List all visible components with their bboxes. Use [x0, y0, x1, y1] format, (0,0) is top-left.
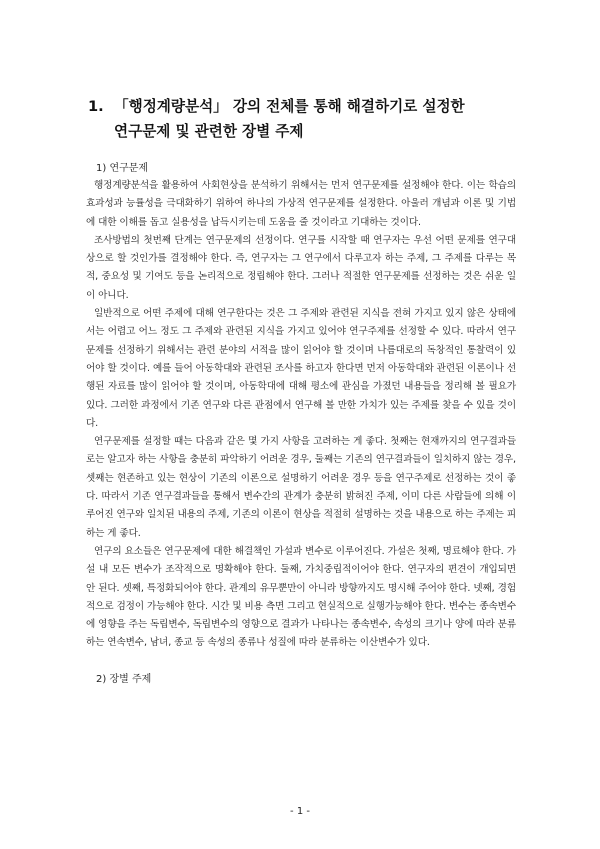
paragraph: 조사방법의 첫번째 단계는 연구문제의 선정이다. 연구를 시작할 때 연구자는 우선 어떤 문제를 연구대상으로 할 것인가를 결정해야 한다. 즉, 연구자는 그 연구에서 다루고자 하는 주제, 그 주제를 다루는 목적, 중요성 및 기여도 등을 논리적으로 정립해야 한다. 그러나 적절한 연구문제를 선정하는 것은 쉬운 일이 아니다. — [86, 234, 516, 301]
paragraph: 일반적으로 어떤 주제에 대해 연구한다는 것은 그 주제와 관련된 지식을 전혀 가지고 있지 않은 상태에서는 어렵고 어느 정도 그 주제와 관련된 지식을 가지고 있어야 연구주제를 선정할 수 있다. 따라서 연구문제를 선정하기 위해서는 관련 분야의 서적을 많이 읽어야 할 것이며 나름대로의 독창적인 통찰력이 있어야 할 것이다. 예를 들어 아동학대와 관련된 조사를 하고자 한다면 먼저 아동학대와 관련된 이론이나 선행된 자료를 많이 읽어야 할 것이며, 아동학대에 대해 평소에 관심을 가졌던 내용들을 정리해 볼 필요가 있다. 그러한 과정에서 기존 연구와 다른 관점에서 연구해 볼 만한 가치가 있는 주제를 찾을 수 있을 것이다. — [86, 308, 516, 429]
paragraph: 연구의 요소들은 연구문제에 대한 해결책인 가설과 변수로 이루어진다. 가설은 첫째, 명료해야 한다. 가설 내 모든 변수가 조작적으로 명확해야 한다. 둘째, 가치중립적이어야 한다. 연구자의 편견이 개입되면 안 된다. 셋째, 특정화되어야 한다. 관계의 유무뿐만이 아니라 방향까지도 명시해 주어야 한다. 넷째, 경험적으로 검정이 가능해야 한다. 시간 및 비용 측면 그리고 현실적으로 실행가능해야 한다. 변수는 종속변수에 영향을 주는 독립변수, 독립변수의 영향으로 결과가 나타나는 종속변수, 속성의 크기나 양에 따라 분류하는 연속변수, 남녀, 종교 등 속성의 종류나 성질에 따라 분류하는 이산변수가 있다. — [86, 545, 516, 649]
section-title-chapter-topics: 2) 장별 주제 — [96, 673, 152, 685]
section-title-research-question: 1) 연구문제 — [96, 163, 149, 174]
document-heading — [88, 94, 528, 144]
document-body — [86, 160, 516, 688]
heading-title-line-1: 「행정계량분석」 강의 전체를 통해 해결하기로 설정한 — [114, 98, 465, 115]
heading-number: 1. — [88, 98, 104, 115]
paragraph: 연구문제를 설정할 때는 다음과 같은 몇 가지 사항을 고려하는 게 좋다. 첫째는 현재까지의 연구결과들로는 알고자 하는 사항을 충분히 파악하기 어려운 경우, 둘째는 기존의 연구결과들이 일치하지 않는 경우, 셋째는 현존하고 있는 현상이 기존의 이론으로 설명하기 어려운 경우 등을 연구주제로 선정하는 것이 좋다. 따라서 기존 연구결과들을 통해서 변수간의 관계가 충분히 밝혀진 주제, 이미 다른 사람들에 의해 이루어진 연구와 일치된 내용의 주제, 기존의 이론이 현상을 적절히 설명하는 것을 내용으로 하는 주제는 피하는 게 좋다. — [86, 436, 516, 539]
heading-title-line-2: 연구문제 및 관련한 장별 주제 — [114, 123, 304, 140]
heading-line-1 — [88, 94, 528, 119]
section-spacer — [86, 653, 516, 671]
page-number: - 1 - — [290, 806, 310, 817]
paragraph: 행정계량분석을 활용하여 사회현상을 분석하기 위해서는 먼저 연구문제를 설정해야 한다. 이는 학습의 효과성과 능률성을 극대화하기 위하여 하나의 가상적 연구문제를 설정한다. 아울러 개념과 이론 및 기법에 대한 이해를 돕고 실용성을 납득시키는데 도움을 줄 것이라고 기대하는 것이다. — [86, 180, 516, 228]
